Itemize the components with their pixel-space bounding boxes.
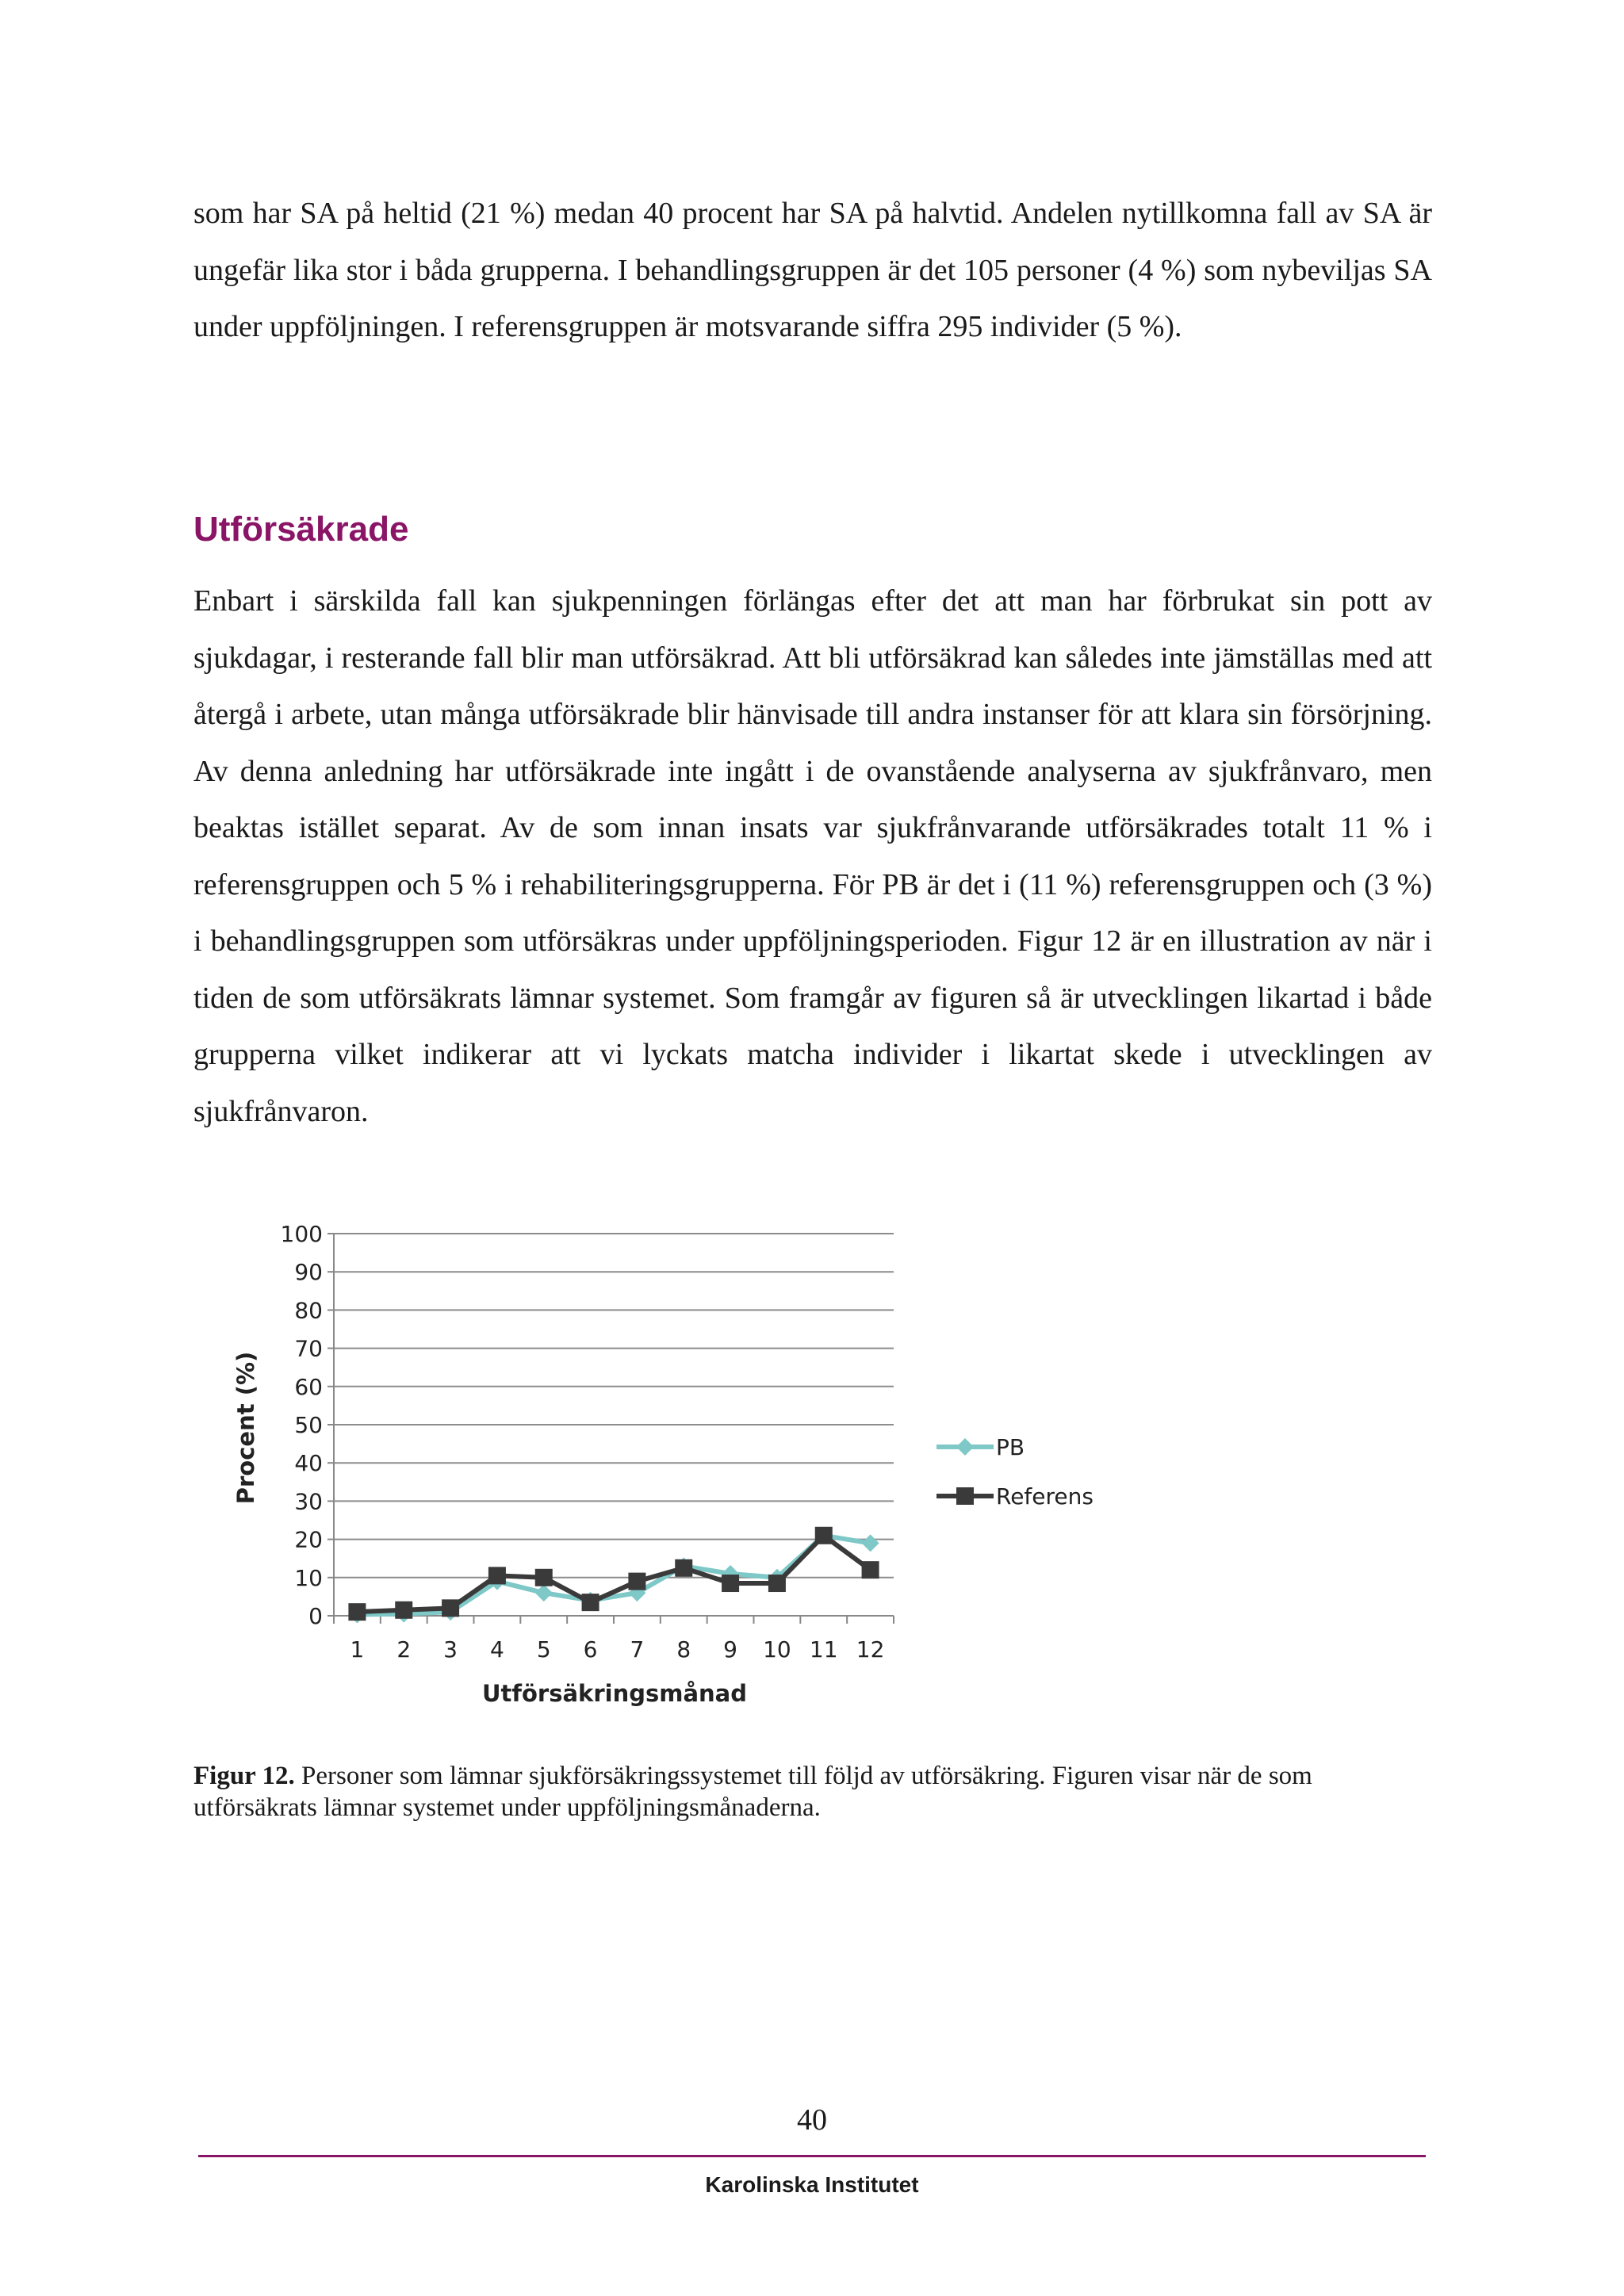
x-tick-label: 9 [723,1636,737,1663]
series-line-referens [357,1536,870,1612]
y-tick-label: 40 [294,1450,323,1477]
y-tick-label: 10 [294,1564,323,1591]
x-axis-title: Utförsäkringsmånad [481,1680,748,1707]
x-tick-label: 7 [630,1636,645,1663]
y-tick-label: 50 [294,1412,323,1438]
x-tick-label: 12 [856,1636,885,1663]
x-tick-label: 2 [396,1636,412,1663]
y-axis-title: Procent (%) [232,1351,259,1505]
x-tick-label: 11 [809,1636,838,1663]
data-point-referens [395,1601,412,1619]
x-tick-label: 4 [490,1636,504,1663]
x-tick-label: 3 [443,1636,458,1663]
body-paragraph-1: som har SA på heltid (21 %) medan 40 procent har SA på halvtid. Andelen nytillkomna fall av SA är ungefär lika stor i båda grupperna. I behandlingsgruppen är det 105 personer (4 %) som nybeviljas SA under uppföljningen. I referensgruppen är motsvarande siffra 295 individer (5 %). [193,197,1432,343]
y-tick-label: 80 [294,1297,323,1324]
data-point-pb [535,1584,553,1601]
y-tick-label: 90 [294,1259,323,1286]
legend-marker-pb [956,1438,974,1456]
data-point-referens [628,1573,645,1590]
x-tick-label: 5 [536,1636,551,1663]
body-paragraph-2: Enbart i särskilda fall kan sjukpenningen förlängas efter det att man har förbrukat sin pott av sjukdagar, i resterande fall blir man utförsäkrad. Att bli utförsäkrad kan således inte jämställas med att återgå i arbete, utan många utförsäkrade blir hänvisade till andra instanser för att klara sin försörjning. Av denna anledning har utförsäkrade inte ingått i de ovanstående analyserna av sjukfrånvaro, men beaktas istället separat. Av de som innan insats var sjukfrånvarande utförsäkrades totalt 11 % i referensgruppen och 5 % i rehabiliteringsgrupperna. För PB är det i (11 %) referensgruppen och (3 %) i behandlingsgruppen som utförsäkras under uppföljningsperioden. Figur 12 är en illustration av när i tiden de som utförsäkrats lämnar systemet. Som framgår av figuren så är utvecklingen likartad i både grupperna vilket indikerar att vi lyckats matcha individer i likartat skede i utvecklingen av sjukfrånvaron. [193,584,1432,1128]
y-tick-label: 20 [294,1526,323,1553]
legend-label-pb: PB [996,1434,1025,1460]
y-tick-label: 30 [294,1488,323,1515]
x-tick-label: 10 [763,1636,791,1663]
data-point-referens [768,1575,786,1592]
legend-marker-referens [956,1487,974,1505]
data-point-referens [582,1594,599,1611]
x-tick-label: 8 [676,1636,691,1663]
x-tick-label: 6 [583,1636,598,1663]
data-point-referens [488,1567,506,1584]
data-point-referens [442,1599,459,1617]
footer-divider [198,2155,1426,2157]
legend-label-referens: Referens [996,1483,1094,1510]
y-tick-label: 100 [280,1221,323,1247]
data-point-referens [862,1561,879,1578]
page-number: 40 [797,2103,827,2137]
figure-caption-text: Personer som lämnar sjukförsäkringssystemet till följd av utförsäkring. Figuren visar när de som utförsäkrats lämnar systemet under uppföljningsmånaderna. [193,1762,1312,1822]
footer-institution: Karolinska Institutet [705,2172,919,2197]
figure-caption [193,1760,1432,1823]
y-tick-label: 60 [294,1373,323,1400]
data-point-pb [862,1534,879,1552]
section-heading: Utförsäkrade [193,510,409,549]
data-point-referens [348,1603,366,1621]
data-point-referens [815,1527,833,1544]
x-tick-label: 1 [350,1636,365,1663]
data-point-referens [675,1559,692,1577]
y-tick-label: 0 [308,1603,323,1629]
figure-caption-label: Figur 12. [193,1762,295,1790]
data-point-referens [535,1569,553,1586]
data-point-referens [722,1575,739,1592]
series-line-pb [357,1536,870,1615]
y-tick-label: 70 [294,1335,323,1362]
